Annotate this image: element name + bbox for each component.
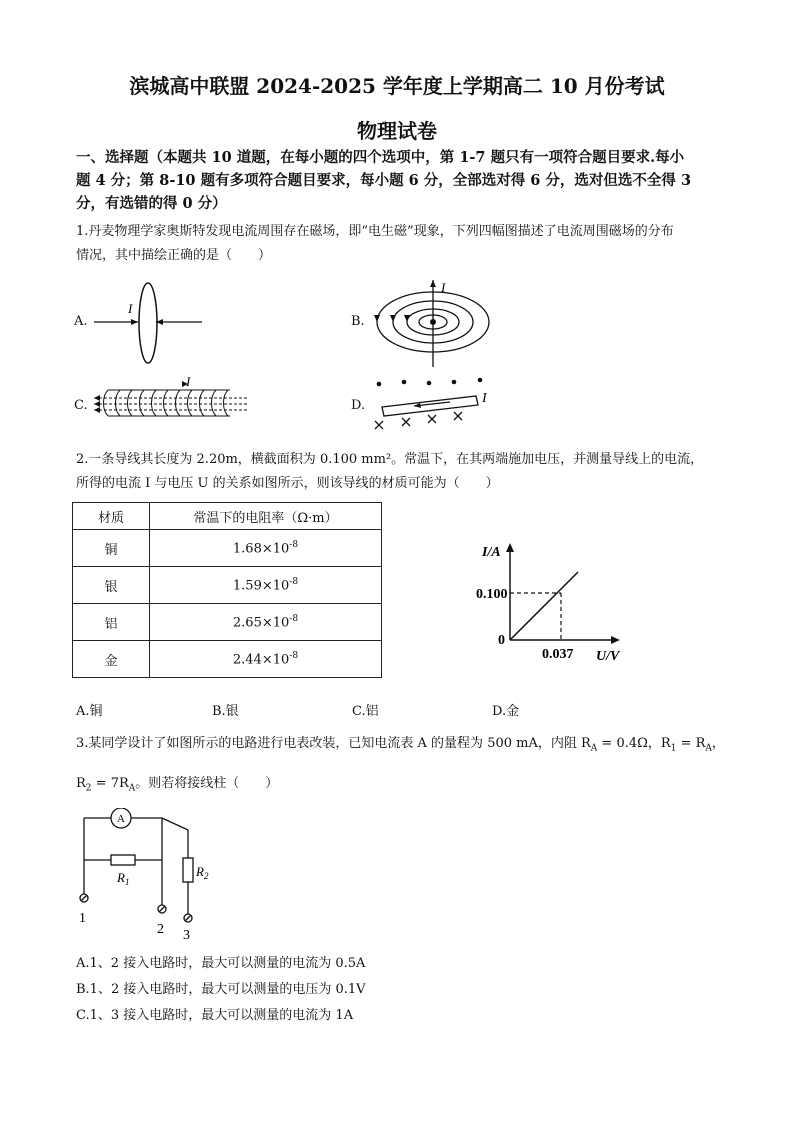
question-2-stem (76, 448, 766, 496)
q2-option-c: C.铝 (352, 704, 379, 719)
terminal-2-label: 2 (157, 922, 164, 937)
question-1-stem (76, 220, 756, 268)
q1-figure-c (92, 376, 252, 426)
r1-label: $R_1$ (117, 870, 130, 887)
q1-d-current-label: I (482, 391, 487, 406)
graph-y-value: 0.100 (476, 587, 508, 602)
exam-subtitle: 物理试卷 (357, 119, 437, 143)
q1-option-a-label: A. (74, 314, 88, 329)
q3-option-a: A.1、2 接入电路时，最大可以测量的电流为 0.5A (76, 956, 366, 971)
r2-label: $R_2$ (196, 864, 209, 881)
table-cell-resistivity: $1.68\times 10^{-8}$ (150, 530, 382, 567)
table-cell-material: 金 (73, 641, 150, 678)
q1-figure-d (368, 374, 508, 432)
q1-line-1: 1.丹麦物理学家奥斯特发现电流周围存在磁场，即“电生磁”现象，下列四幅图描述了电流周围磁场的分布 (76, 224, 674, 239)
q1-figure-b (365, 275, 495, 370)
table-row (73, 530, 382, 567)
graph-origin: 0 (498, 633, 505, 648)
table-cell-resistivity: $2.44\times 10^{-8}$ (150, 641, 382, 678)
table-row (73, 567, 382, 604)
resistivity-table (72, 502, 382, 678)
table-header-material: 材质 (73, 503, 150, 530)
q2-option-a: A.铜 (76, 704, 103, 719)
q2-line-1: 2.一条导线其长度为 2.20m，横截面积为 0.100 mm²。常温下，在其两端施加电压，并测量导线上的电流， (76, 452, 704, 467)
section-instructions (76, 146, 736, 215)
q1-option-c-label: C. (74, 398, 88, 413)
q2-line-2: 所得的电流 I 与电压 U 的关系如图所示，则该导线的材质可能为（ ） (76, 476, 499, 491)
ammeter-label: A (117, 813, 125, 825)
terminal-3-label: 3 (183, 928, 190, 940)
question-3-line-1: 3.某同学设计了如图所示的电路进行电表改装，已知电流表 A 的量程为 500 mA，内阻 $R_A = 0.4\Omega$，$R_1 = R_A$， (76, 736, 725, 754)
q3-circuit (72, 808, 222, 940)
table-cell-material: 银 (73, 567, 150, 604)
table-cell-material: 铝 (73, 604, 150, 641)
q1-c-current-label: I (186, 376, 191, 389)
table-header-row (73, 503, 382, 530)
q1-a-current-label: I (128, 301, 133, 316)
graph-x-value: 0.037 (542, 647, 574, 662)
q1-line-2: 情况，其中描绘正确的是（ ） (76, 248, 272, 263)
table-cell-resistivity: $1.59\times 10^{-8}$ (150, 567, 382, 604)
graph-xlabel: U/V (596, 649, 620, 664)
section-line-2: 题 4 分；第 8-10 题有多项符合题目要求，每小题 6 分，全部选对得 6 分，选对但选不全得 3 (76, 172, 692, 189)
table-cell-resistivity: $2.65\times 10^{-8}$ (150, 604, 382, 641)
q2-option-b: B.银 (212, 704, 239, 719)
table-row (73, 604, 382, 641)
q3-option-c: C.1、3 接入电路时，最大可以测量的电流为 1A (76, 1008, 354, 1023)
q1-option-d-label: D. (351, 398, 366, 413)
graph-ylabel: I/A (482, 545, 501, 560)
table-row (73, 641, 382, 678)
q1-figure-a (90, 280, 210, 370)
iu-graph (470, 538, 640, 668)
q1-b-current-label: I (441, 280, 446, 295)
table-header-resistivity: 常温下的电阻率（Ω·m） (150, 503, 382, 530)
q2-option-d: D.金 (492, 704, 520, 719)
table-cell-material: 铜 (73, 530, 150, 567)
q3-option-b: B.1、2 接入电路时，最大可以测量的电压为 0.1V (76, 982, 366, 997)
terminal-1-label: 1 (79, 911, 86, 926)
section-line-3: 分，有选错的得 0 分） (76, 195, 227, 212)
section-line-1: 一、选择题（本题共 10 道题，在每小题的四个选项中，第 1-7 题只有一项符合题目要求.每小 (76, 149, 685, 166)
q1-option-b-label: B. (351, 314, 365, 329)
question-3-line-2: $R_2 = 7R_A$。则若将接线柱（ ） (76, 776, 279, 794)
exam-title: 滨城高中联盟 2024-2025 学年度上学期高二 10 月份考试 (129, 74, 665, 98)
